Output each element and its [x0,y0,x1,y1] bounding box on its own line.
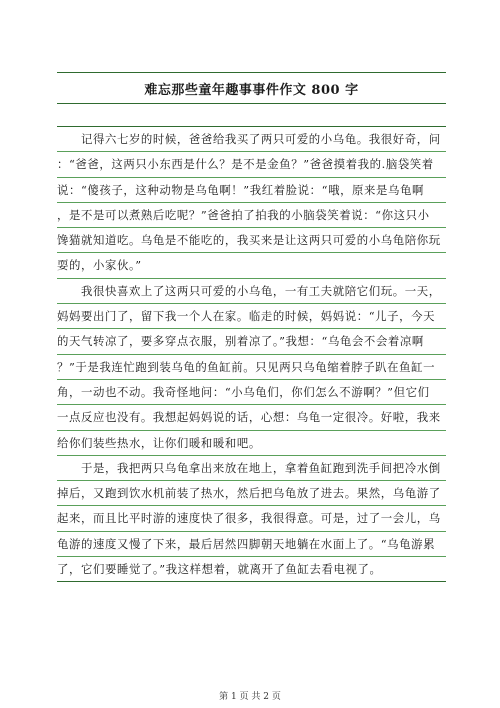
text-line: 掉后，又跑到饮水机前装了热水，然后把乌龟放了进去。果然，乌龟游了 [57,481,446,506]
text-line: 起来，而且比平时游的速度快了很多，我很得意。可是，过了一会儿，乌 [57,506,446,531]
text-line: 角，一动也不动。我奇怪地问：“小乌龟们，你们怎么不游啊？”但它们 [57,380,446,405]
text-line: 给你们装些热水，让你们暖和暖和吧。 [57,431,446,456]
text-line: 了，它们要睡觉了。”我这样想着，就离开了鱼缸去看电视了。 [57,557,446,582]
essay-sheet [57,72,446,582]
text-line: ：“爸爸，这两只小东西是什么？是不是金鱼？”爸爸摸着我的.脑袋笑着 [57,152,446,177]
text-line: 一点反应也没有。我想起妈妈说的话，心想：乌龟一定很冷。好啦，我来 [57,405,446,430]
paragraph-2 [57,279,446,456]
text-line: 我很快喜欢上了这两只可爱的小乌龟，一有工夫就陪它们玩。一天， [57,279,446,304]
text-line: 妈妈要出门了，留下我一个人在家。临走的时候，妈妈说：“儿子，今天 [57,304,446,329]
blank-row [57,104,446,127]
text-line: 馋猫就知道吃。乌龟是不能吃的，我买来是让这两只可爱的小乌龟陪你玩 [57,228,446,253]
text-line: 的天气转凉了，要多穿点衣服，别着凉了。”我想：“乌龟会不会着凉啊 [57,329,446,354]
text-line: 记得六七岁的时候，爸爸给我买了两只可爱的小乌龟。我很好奇，问 [57,127,446,152]
text-line: 说：“傻孩子，这种动物是乌龟啊！”我红着脸说：“哦，原来是乌龟啊 [57,178,446,203]
text-line: 于是，我把两只乌龟拿出来放在地上，拿着鱼缸跑到洗手间把冷水倒 [57,456,446,481]
text-line: ？”于是我连忙跑到装乌龟的鱼缸前。只见两只乌龟缩着脖子趴在鱼缸一 [57,355,446,380]
page-footer: 第 1 页 共 2 页 [219,692,281,702]
text-line: ，是不是可以煮熟后吃呢？”爸爸拍了拍我的小脑袋笑着说：“你这只小 [57,203,446,228]
essay-title: 难忘那些童年趣事事件作文 800 字 [57,72,446,104]
text-line: 龟游的速度又慢了下来，最后居然四脚朝天地躺在水面上了。“乌龟游累 [57,532,446,557]
paragraph-3 [57,456,446,582]
text-line: 耍的，小家伙。” [57,253,446,278]
paragraph-1 [57,127,446,279]
